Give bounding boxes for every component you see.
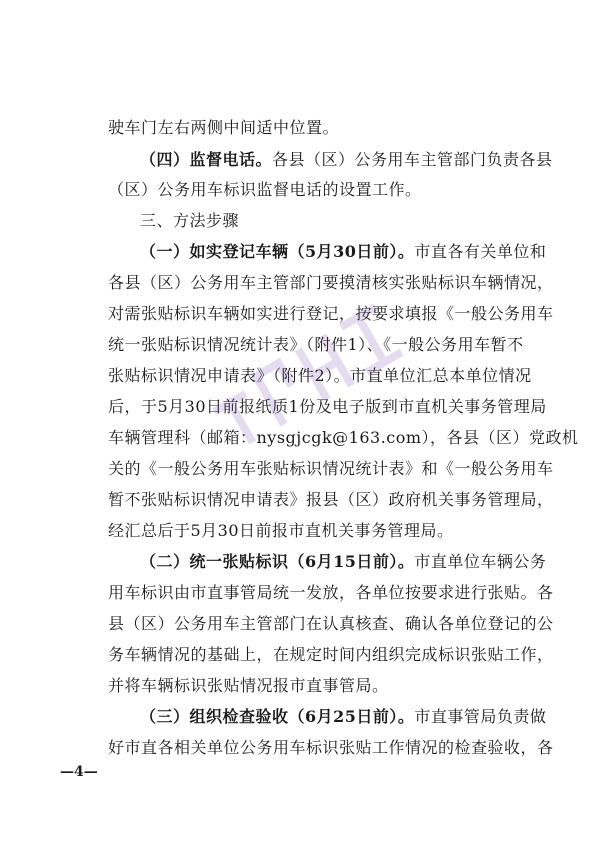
paragraph-text: 市直事管局负责做 — [414, 707, 547, 726]
section-heading: （三）组织检查验收（6月25日前）。 — [140, 707, 415, 726]
text-line: 张贴标识情况申请表》（附件2）。市直单位汇总本单位情况 — [108, 366, 532, 385]
text-line: 各县（区）公务用车主管部门要摸清核实张贴标识车辆情况， — [108, 273, 554, 292]
text-line: 好市直各相关单位公务用车标识张贴工作情况的检查验收，各 — [108, 738, 554, 757]
section-heading: （二）统一张贴标识（6月15日前）。 — [140, 552, 415, 571]
text-line: 用车标识由市直事管局统一发放，各单位按要求进行张贴。各 — [108, 583, 554, 602]
text-line — [140, 707, 547, 727]
text-line: （区）公务用车标识监督电话的设置工作。 — [108, 180, 422, 199]
paragraph-text: 市直单位车辆公务 — [414, 552, 547, 571]
text-line: 后，于5月30日前报纸质1份及电子版到市直机关事务管理局 — [108, 397, 547, 416]
text-line: 车辆管理科（邮箱：nysgjcgk@163.com），各县（区）党政机 — [108, 428, 579, 447]
text-line — [140, 242, 547, 262]
paragraph-text: 各县（区）公务用车主管部门负责各县 — [272, 150, 553, 169]
text-line: 对需张贴标识车辆如实进行登记，按要求填报《一般公务用车 — [108, 304, 554, 323]
text-line: 统一张贴标识情况统计表》（附件1）、《一般公务用车暂不 — [108, 335, 524, 354]
text-line: 县（区）公务用车主管部门在认真核查、确认各单位登记的公 — [108, 614, 554, 633]
page-number: —4— — [60, 764, 98, 780]
text-line: 暂不张贴标识情况申请表》报县（区）政府机关事务管理局， — [108, 490, 554, 509]
section-heading: （四）监督电话。 — [140, 150, 273, 169]
text-line: 关的《一般公务用车张贴标识情况统计表》和《一般公务用车 — [108, 459, 554, 478]
text-line: 务车辆情况的基础上，在规定时间内组织完成标识张贴工作， — [108, 645, 554, 664]
text-line: 并将车辆标识张贴情况报市直事管局。 — [108, 676, 389, 695]
text-line — [140, 552, 547, 572]
text-line: 经汇总后于5月30日前报市直机关事务管理局。 — [108, 521, 454, 540]
section-heading: （一）如实登记车辆（5月30日前）。 — [140, 242, 415, 261]
text-line — [140, 150, 553, 170]
paragraph-text: 市直各有关单位和 — [414, 242, 547, 261]
section-title: 三、方法步骤 — [140, 211, 240, 230]
text-line: 驶车门左右两侧中间适中位置。 — [108, 118, 340, 137]
